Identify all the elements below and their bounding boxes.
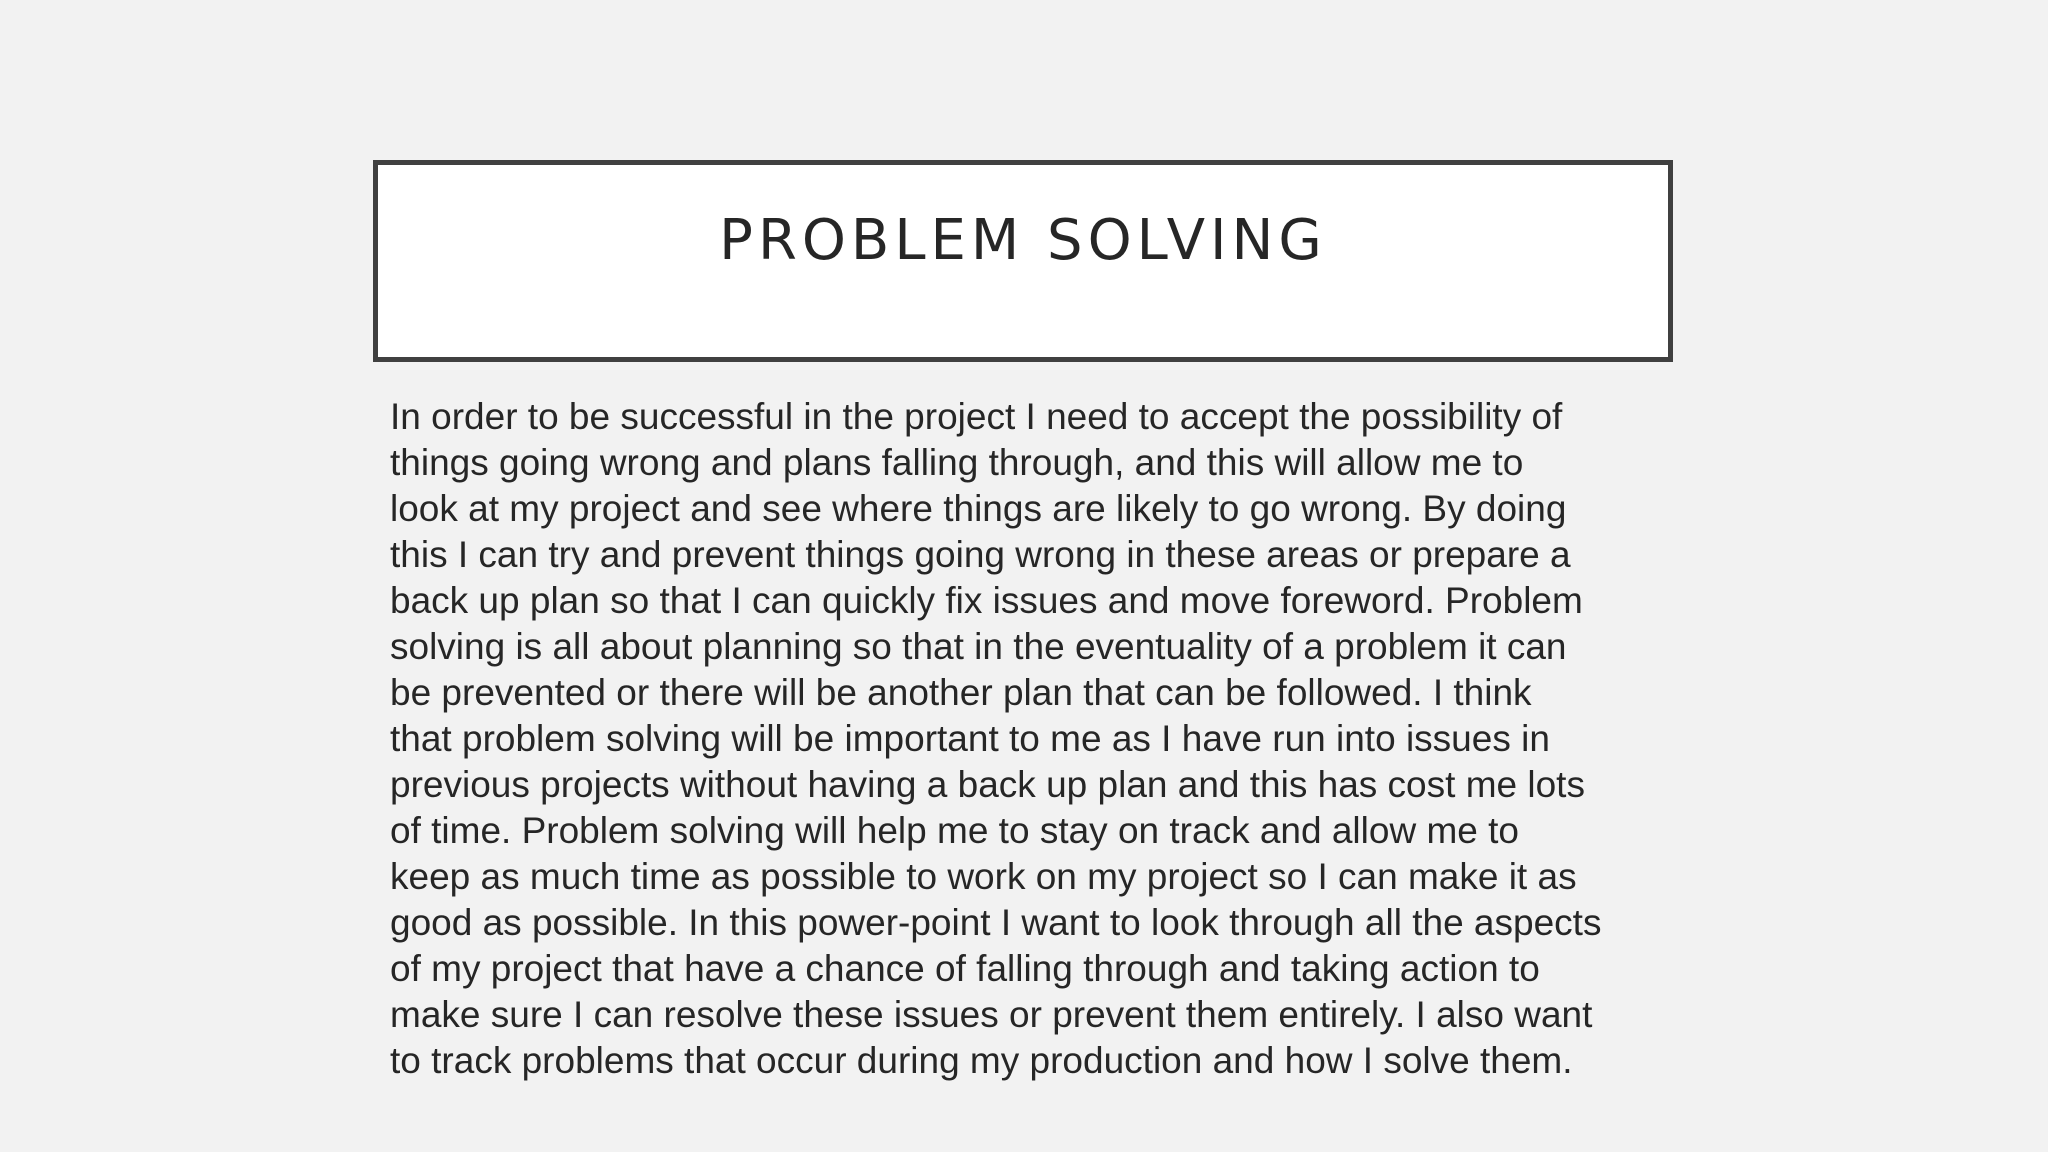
slide-title: PROBLEM SOLVING bbox=[719, 208, 1327, 273]
title-box bbox=[373, 160, 1673, 362]
slide-body-text: In order to be successful in the project I need to accept the possibility of things going wrong and plans falling through, and this will allow me to look at my project and see where things are likely to go wrong. By doing this I can try and prevent things going wrong in these areas or prepare a back up plan so that I can quickly fix issues and move foreword. Problem solving is all about planning so that in the eventuality of a problem it can be prevented or there will be another plan that can be followed. I think that problem solving will be important to me as I have run into issues in previous projects without having a back up plan and this has cost me lots of time. Problem solving will help me to stay on track and allow me to keep as much time as possible to work on my project so I can make it as good as possible. In this power-point I want to look through all the aspects of my project that have a chance of falling through and taking action to make sure I can resolve these issues or prevent them entirely. I also want to track problems that occur during my production and how I solve them. bbox=[390, 396, 1602, 1081]
